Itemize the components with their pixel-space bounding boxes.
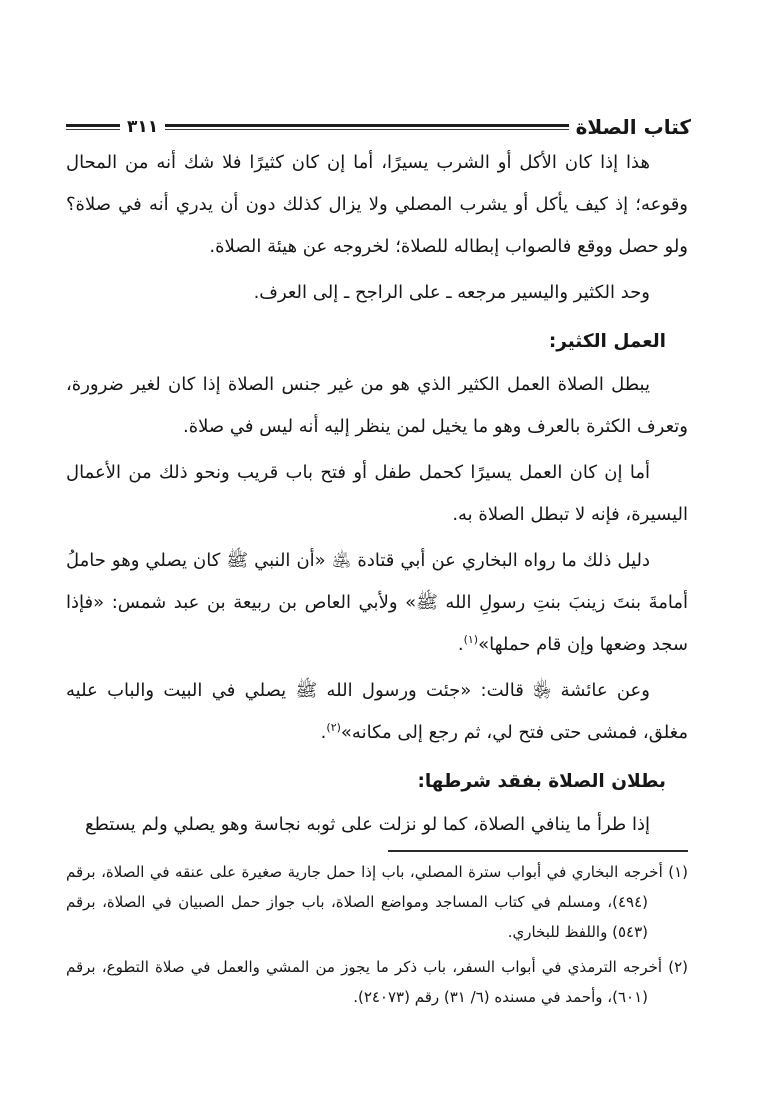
paragraph-excessive-definition: يبطل الصلاة العمل الكثير الذي هو من غير جنس الصلاة إذا كان لغير ضرورة، وتعرف الكثرة بالعرف وهو ما يخيل لمن ينظر إليه أنه ليس في صلاة. [66,374,688,437]
hadith-umamah-period: . [457,634,464,655]
paragraph-invalidation: إذا طرأ ما ينافي الصلاة، كما لو نزلت على ثوبه نجاسة وهو يصلي ولم يستطع [84,814,650,835]
heading-invalidation-condition: بطلان الصلاة بفقد شرطها: [417,771,666,792]
paragraph-hadith-umamah [66,540,688,666]
hadith-aishah-text: وعن عائشة ﵂ قالت: «جئت ورسول الله ﷺ يصلي في البيت والباب عليه مغلق، فمشى حتى فتح لي، ثم رجع إلى مكانه» [66,680,688,743]
header-rule-short [66,124,120,130]
book-title: كتاب الصلاة [575,115,691,139]
footnote-marker-1: (١) [668,863,688,881]
paragraph-hadith-aishah [66,670,688,754]
footnote-text-1: أخرجه البخاري في أبواب سترة المصلي، باب إذا حمل جارية صغيرة على عنقه في الصلاة، برقم (٤٩٤)، ومسلم في كتاب المساجد ومواضع الصلاة، باب جواز حمل الصبيان في الصلاة، برقم (٥٤٣) واللفظ للبخاري. [66,863,663,941]
heading-excessive-action: العمل الكثير: [548,331,666,352]
footnote-ref-1: (١) [463,633,479,646]
paragraph-minor-action: أما إن كان العمل يسيرًا كحمل طفل أو فتح باب قريب ونحو ذلك من الأعمال اليسيرة، فإنه لا تبطل الصلاة به. [66,462,688,525]
hadith-aishah-period: . [320,722,327,743]
footnote-ref-2: (٢) [326,721,341,734]
footnote-text-2: أخرجه الترمذي في أبواب السفر، باب ذكر ما يجوز من المشي والعمل في صلاة التطوع، برقم (٦٠١)، وأحمد في مسنده (٦/ ٣١) رقم (٢٤٠٧٣). [66,958,663,1006]
footnote-separator [388,850,688,852]
header-rule-long [165,124,568,130]
page-number: ٣١١ [127,117,159,137]
paragraph-eating-drinking: هذا إذا كان الأكل أو الشرب يسيرًا، أما إن كان كثيرًا فلا شك أنه من المحال وقوعه؛ إذ كيف يأكل أو يشرب المصلي ولا يزال كذلك دون أن يدري أنه في صلاة؟ ولو حصل ووقع فالصواب إبطاله للصلاة؛ لخروجه عن هيئة الصلاة. [66,152,688,257]
paragraph-custom-criterion: وحد الكثير واليسير مرجعه ـ على الراجح ـ إلى العرف. [253,282,650,303]
footnote-item-1 [66,857,688,947]
footnote-item-2 [66,952,688,1012]
footnote-marker-2: (٢) [668,958,688,976]
page-body [66,142,688,846]
page-header [66,110,691,144]
footnotes-section [66,850,688,1012]
hadith-umamah-text: دليل ذلك ما رواه البخاري عن أبي قتادة ﵁ «أن النبي ﷺ كان يصلي وهو حاملُ أمامةَ بنتَ زينبَ بنتِ رسولِ الله ﷺ» ولأبي العاص بن ربيعة بن عبد شمس: «فإذا سجد وضعها وإن قام حملها» [66,550,688,655]
